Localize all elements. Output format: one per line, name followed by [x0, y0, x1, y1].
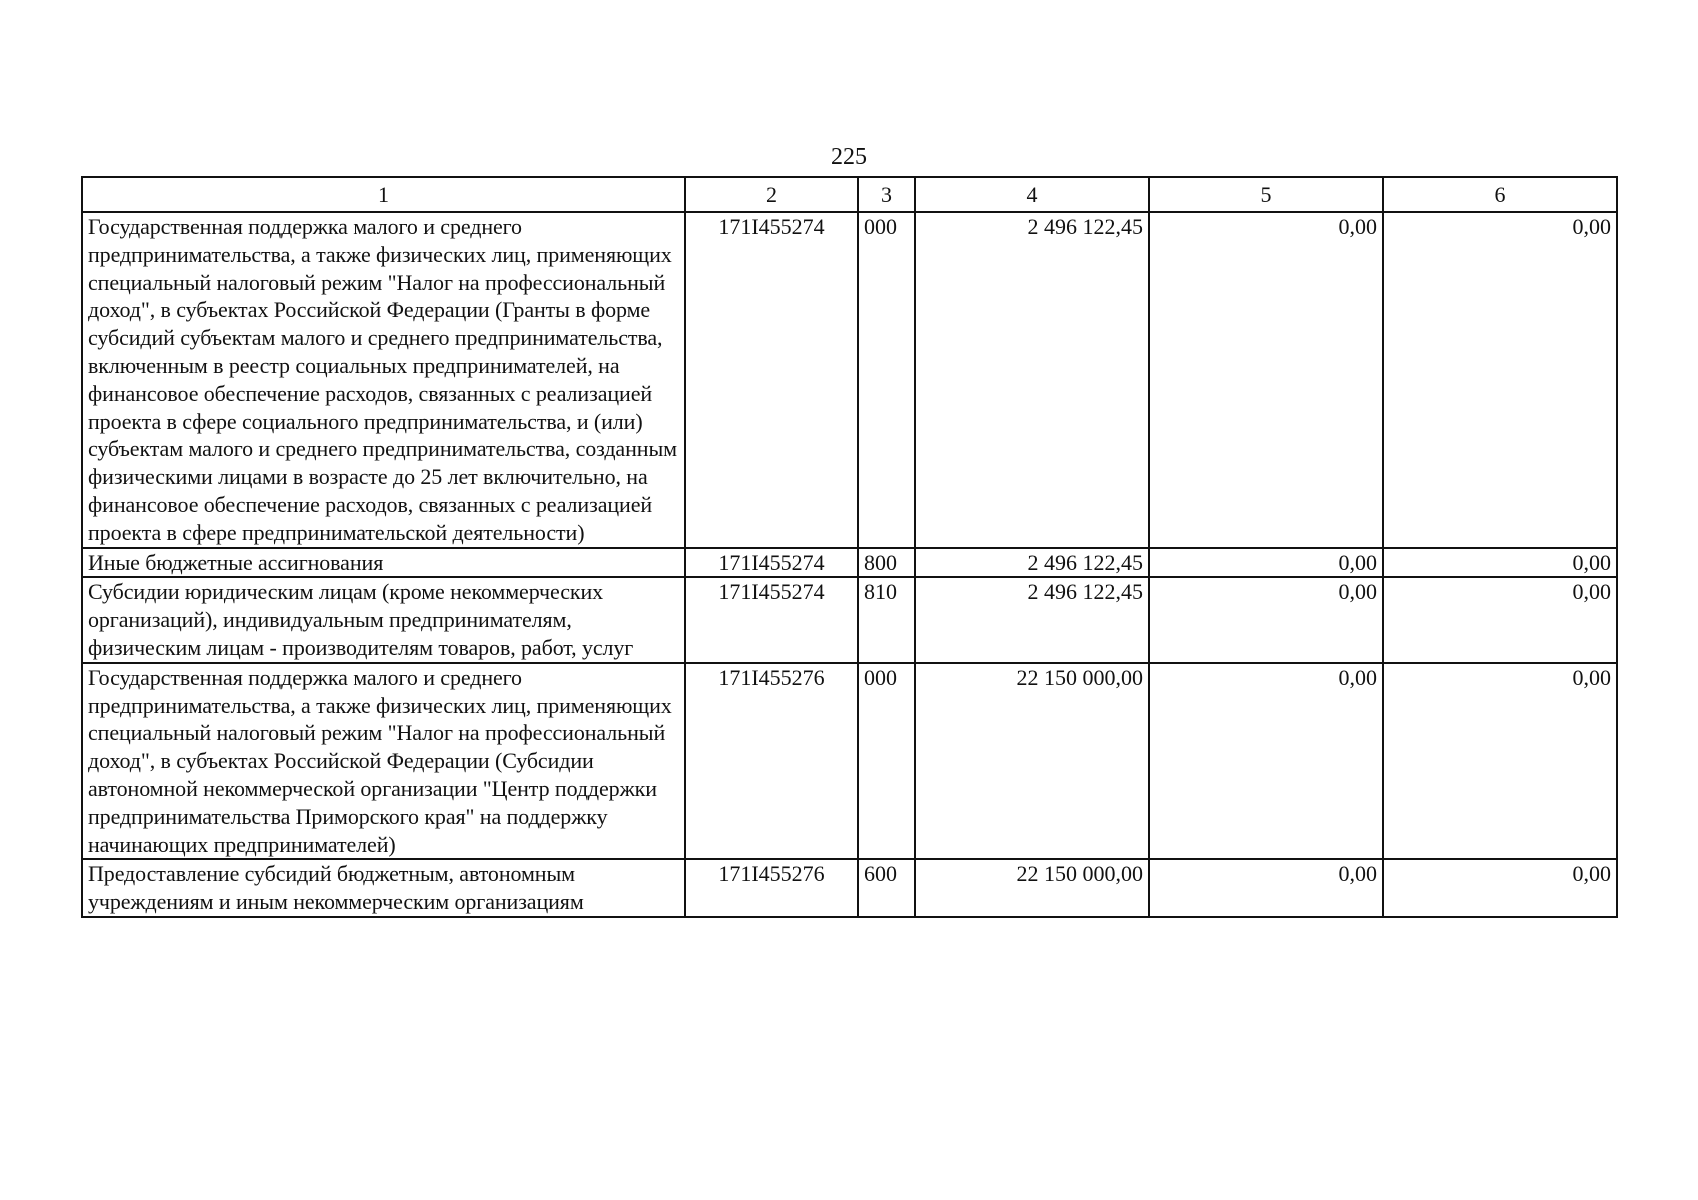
- row-description: Иные бюджетные ассигнования: [82, 548, 685, 578]
- row-target-code: 171I455274: [685, 212, 858, 548]
- budget-table: [81, 176, 1618, 918]
- row-amount-col5: 0,00: [1149, 548, 1383, 578]
- row-expense-type: 600: [858, 859, 915, 917]
- table-header-row: [82, 177, 1617, 212]
- row-amount-col6: 0,00: [1383, 577, 1617, 662]
- row-amount-col6: 0,00: [1383, 859, 1617, 917]
- row-description: Субсидии юридическим лицам (кроме некоммерческих организаций), индивидуальным предпринимателям, физическим лицам - производителям товаров, работ, услуг: [82, 577, 685, 662]
- row-target-code: 171I455274: [685, 548, 858, 578]
- table-row: [82, 548, 1617, 578]
- row-description: Государственная поддержка малого и среднего предпринимательства, а также физических лиц, применяющих специальный налоговый режим "Налог на профессиональный доход", в субъектах Российской Федерации (Гранты в форме субсидий субъектам малого и среднего предпринимательства, включенным в реестр социальных предпринимателей, на финансовое обеспечение расходов, связанных с реализацией проекта в сфере социального предпринимательства, и (или) субъектам малого и среднего предпринимательства, созданным физическими лицами в возрасте до 25 лет включительно, на финансовое обеспечение расходов, связанных с реализацией проекта в сфере предпринимательской деятельности): [82, 212, 685, 548]
- row-description: Предоставление субсидий бюджетным, автономным учреждениям и иным некоммерческим организациям: [82, 859, 685, 917]
- row-expense-type: 000: [858, 663, 915, 860]
- row-target-code: 171I455274: [685, 577, 858, 662]
- row-amount-col4: 2 496 122,45: [915, 577, 1149, 662]
- page-number: 225: [831, 144, 867, 170]
- row-amount-col4: 22 150 000,00: [915, 859, 1149, 917]
- column-header: 4: [915, 177, 1149, 212]
- column-header: 3: [858, 177, 915, 212]
- row-amount-col6: 0,00: [1383, 212, 1617, 548]
- row-amount-col4: 2 496 122,45: [915, 212, 1149, 548]
- table-row: [82, 212, 1617, 548]
- column-header: 5: [1149, 177, 1383, 212]
- row-description: Государственная поддержка малого и среднего предпринимательства, а также физических лиц, применяющих специальный налоговый режим "Налог на профессиональный доход", в субъектах Российской Федерации (Субсидии автономной некоммерческой организации "Центр поддержки предпринимательства Приморского края" на поддержку начинающих предпринимателей): [82, 663, 685, 860]
- column-header: 1: [82, 177, 685, 212]
- row-target-code: 171I455276: [685, 663, 858, 860]
- row-amount-col4: 2 496 122,45: [915, 548, 1149, 578]
- table-row: [82, 663, 1617, 860]
- row-amount-col5: 0,00: [1149, 859, 1383, 917]
- row-amount-col5: 0,00: [1149, 663, 1383, 860]
- row-amount-col6: 0,00: [1383, 663, 1617, 860]
- table-row: [82, 577, 1617, 662]
- row-amount-col4: 22 150 000,00: [915, 663, 1149, 860]
- row-expense-type: 810: [858, 577, 915, 662]
- row-expense-type: 800: [858, 548, 915, 578]
- table-row: [82, 859, 1617, 917]
- row-expense-type: 000: [858, 212, 915, 548]
- column-header: 2: [685, 177, 858, 212]
- column-header: 6: [1383, 177, 1617, 212]
- row-amount-col6: 0,00: [1383, 548, 1617, 578]
- row-amount-col5: 0,00: [1149, 577, 1383, 662]
- row-amount-col5: 0,00: [1149, 212, 1383, 548]
- row-target-code: 171I455276: [685, 859, 858, 917]
